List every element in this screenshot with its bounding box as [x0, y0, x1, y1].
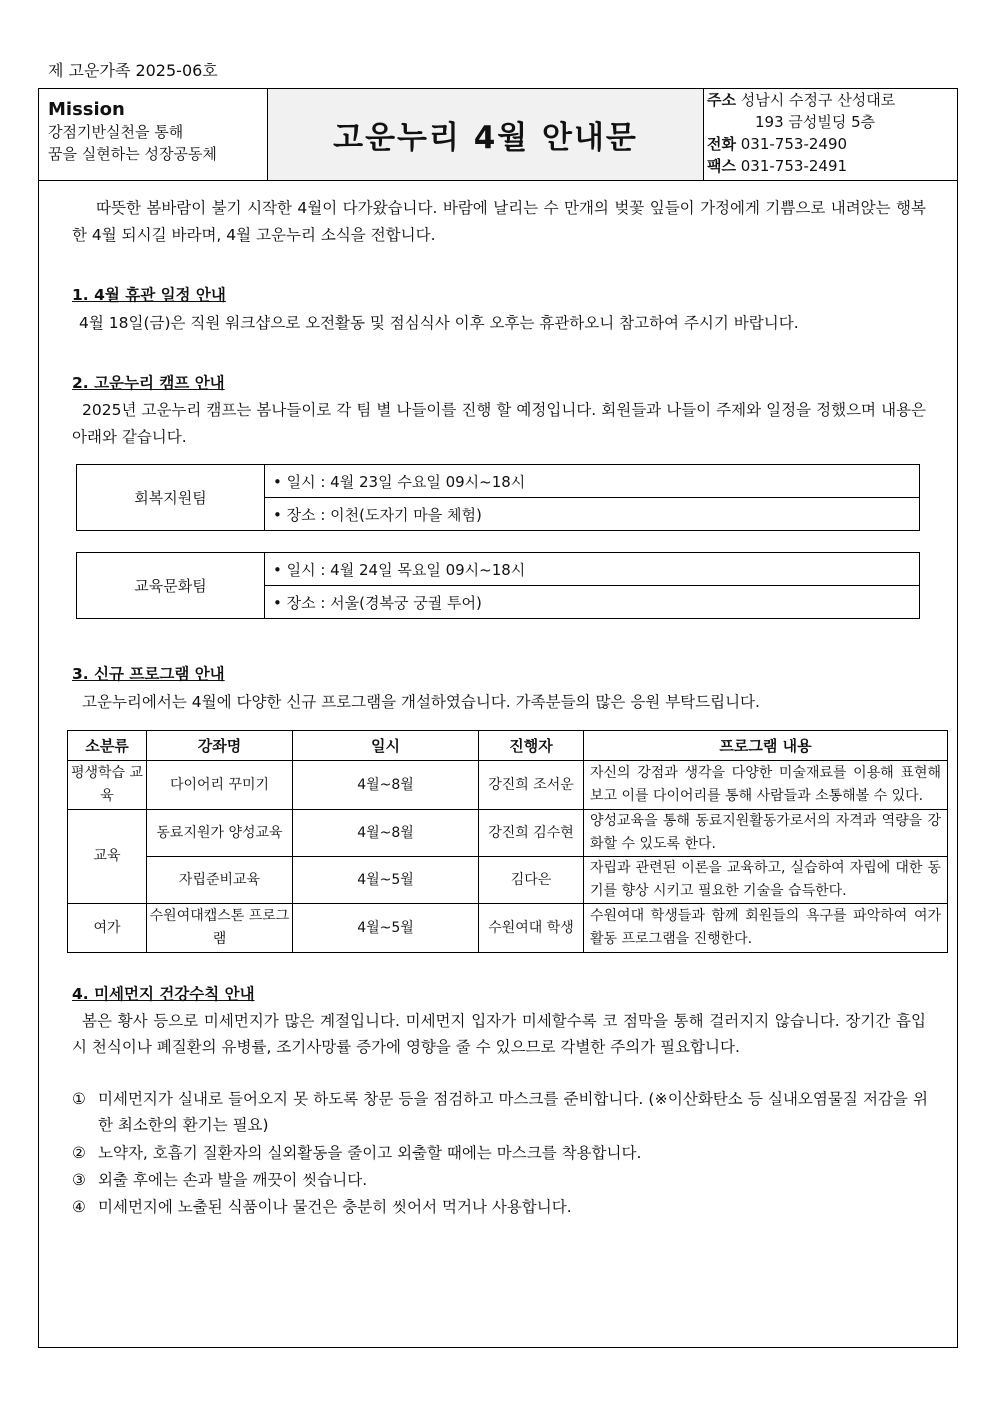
team-place: • 장소 : 이천(도자기 마을 체험) [265, 498, 920, 531]
period-cell: 4월~5월 [293, 904, 479, 953]
period-cell: 4월~8월 [293, 810, 479, 857]
team-date: • 일시 : 4월 23일 수요일 09시~18시 [265, 465, 920, 498]
content-cell: 자신의 강점과 생각을 다양한 미술재료를 이용해 표현해보고 이를 다이어리를 통해 사람들과 소통해볼 수 있다. [584, 761, 948, 810]
list-text: 외출 후에는 손과 발을 깨끗이 씻습니다. [98, 1171, 368, 1189]
content-cell: 자립과 관련된 이론을 교육하고, 실습하여 자립에 대한 동기를 향상 시키고 필요한 기술을 습득한다. [584, 857, 948, 904]
section-3-title: 3. 신규 프로그램 안내 [72, 665, 225, 683]
address-label: 주소 [707, 91, 736, 109]
section-4-title: 4. 미세먼지 건강수칙 안내 [72, 985, 255, 1003]
leader-cell: 수원여대 학생 [479, 904, 584, 953]
content-cell: 수원여대 학생들과 함께 회원들의 욕구를 파악하여 여가활동 프로그램을 진행한다. [584, 904, 948, 953]
mission-line-1: 강점기반실천을 통해 [48, 123, 184, 141]
fax-number: 031-753-2491 [740, 157, 848, 175]
team-date: • 일시 : 4월 24일 목요일 09시~18시 [265, 553, 920, 586]
list-item [72, 1086, 928, 1138]
tel-number: 031-753-2490 [740, 135, 848, 153]
course-cell: 수원여대캡스톤 프로그램 [147, 904, 293, 953]
list-item [72, 1140, 928, 1166]
table-header-row [68, 731, 948, 761]
category-cell: 평생학습 교육 [68, 761, 147, 810]
section-1-body: 4월 18일(금)은 직원 워크샵으로 오전활동 및 점심식사 이후 오후는 휴관하오니 참고하여 주시기 바랍니다. [79, 314, 799, 332]
team-place: • 장소 : 서울(경복궁 궁궐 투어) [265, 586, 920, 619]
section-4-body: 봄은 황사 등으로 미세먼지가 많은 계절입니다. 미세먼지 입자가 미세할수록 코 점막을 통해 걸러지지 않습니다. 장기간 흡입 시 천식이나 폐질환의 유병률, 조기사망률 증가에 영향을 줄 수 있으므로 각별한 주의가 필요합니다. [72, 1012, 926, 1056]
period-cell: 4월~8월 [293, 761, 479, 810]
list-number: ④ [72, 1198, 86, 1216]
address-line-2: 193 금성빌딩 5층 [755, 113, 876, 131]
list-text: 미세먼지가 실내로 들어오지 못 하도록 창문 등을 점검하고 마스크를 준비합니다. (※이산화탄소 등 실내오염물질 저감을 위한 최소한의 환기는 필요) [98, 1090, 928, 1134]
contact-box [706, 89, 958, 180]
section-1-title: 1. 4월 휴관 일정 안내 [72, 286, 226, 304]
list-number: ② [72, 1144, 86, 1162]
course-cell: 자립준비교육 [147, 857, 293, 904]
team-name: 회복지원팀 [77, 465, 265, 531]
section-2-body: 2025년 고운누리 캠프는 봄나들이로 각 팀 별 나들이를 진행 할 예정입니다. 회원들과 나들이 주제와 일정을 정했으며 내용은 아래와 같습니다. [72, 401, 926, 446]
tel-label: 전화 [707, 135, 736, 153]
category-cell: 여가 [68, 904, 147, 953]
mission-box [39, 89, 268, 180]
leader-cell: 김다은 [479, 857, 584, 904]
intro-paragraph: 따뜻한 봄바람이 불기 시작한 4월이 다가왔습니다. 바람에 날리는 수 만개의 벚꽃 잎들이 가정에게 기쁨으로 내려앉는 행복한 4월 되시길 바라며, 4월 고운누리 소식을 전합니다. [72, 199, 926, 244]
content-cell: 양성교육을 통해 동료지원활동가로서의 자격과 역량을 강화할 수 있도록 한다. [584, 810, 948, 857]
col-header-content: 프로그램 내용 [584, 731, 948, 761]
course-cell: 다이어리 꾸미기 [147, 761, 293, 810]
col-header-course: 강좌명 [147, 731, 293, 761]
title-box [268, 89, 704, 180]
leader-cell: 강진희 김수현 [479, 810, 584, 857]
mission-line-2: 꿈을 실현하는 성장공동체 [48, 145, 217, 163]
list-item [72, 1194, 928, 1220]
col-header-period: 일시 [293, 731, 479, 761]
list-text: 미세먼지에 노출된 식품이나 물건은 충분히 씻어서 먹거나 사용합니다. [98, 1198, 572, 1216]
list-number: ① [72, 1090, 86, 1108]
team-table-2 [76, 552, 920, 619]
category-cell: 교육 [68, 810, 147, 904]
course-cell: 동료지원가 양성교육 [147, 810, 293, 857]
list-text: 노약자, 호흡기 질환자의 실외활동을 줄이고 외출할 때에는 마스크를 착용합니다. [98, 1144, 642, 1162]
address-line-1: 성남시 수정구 산성대로 [740, 91, 896, 109]
section-3-body: 고운누리에서는 4월에 다양한 신규 프로그램을 개설하였습니다. 가족분들의 많은 응원 부탁드립니다. [82, 693, 760, 711]
list-number: ③ [72, 1171, 86, 1189]
table-row [68, 810, 948, 857]
team-table-1 [76, 464, 920, 531]
leader-cell: 강진희 조서운 [479, 761, 584, 810]
fax-label: 팩스 [707, 157, 736, 175]
col-header-leader: 진행자 [479, 731, 584, 761]
mission-title: Mission [48, 99, 125, 120]
table-row [68, 761, 948, 810]
program-table [67, 730, 948, 953]
page-title: 고운누리 4월 안내문 [333, 120, 638, 156]
list-item [72, 1167, 928, 1193]
period-cell: 4월~5월 [293, 857, 479, 904]
issue-number: 제 고운가족 2025-06호 [48, 61, 218, 80]
header [39, 89, 957, 181]
section-2-title: 2. 고운누리 캠프 안내 [72, 374, 225, 392]
table-row [68, 857, 948, 904]
col-header-category: 소분류 [68, 731, 147, 761]
table-row [68, 904, 948, 953]
team-name: 교육문화팀 [77, 553, 265, 619]
